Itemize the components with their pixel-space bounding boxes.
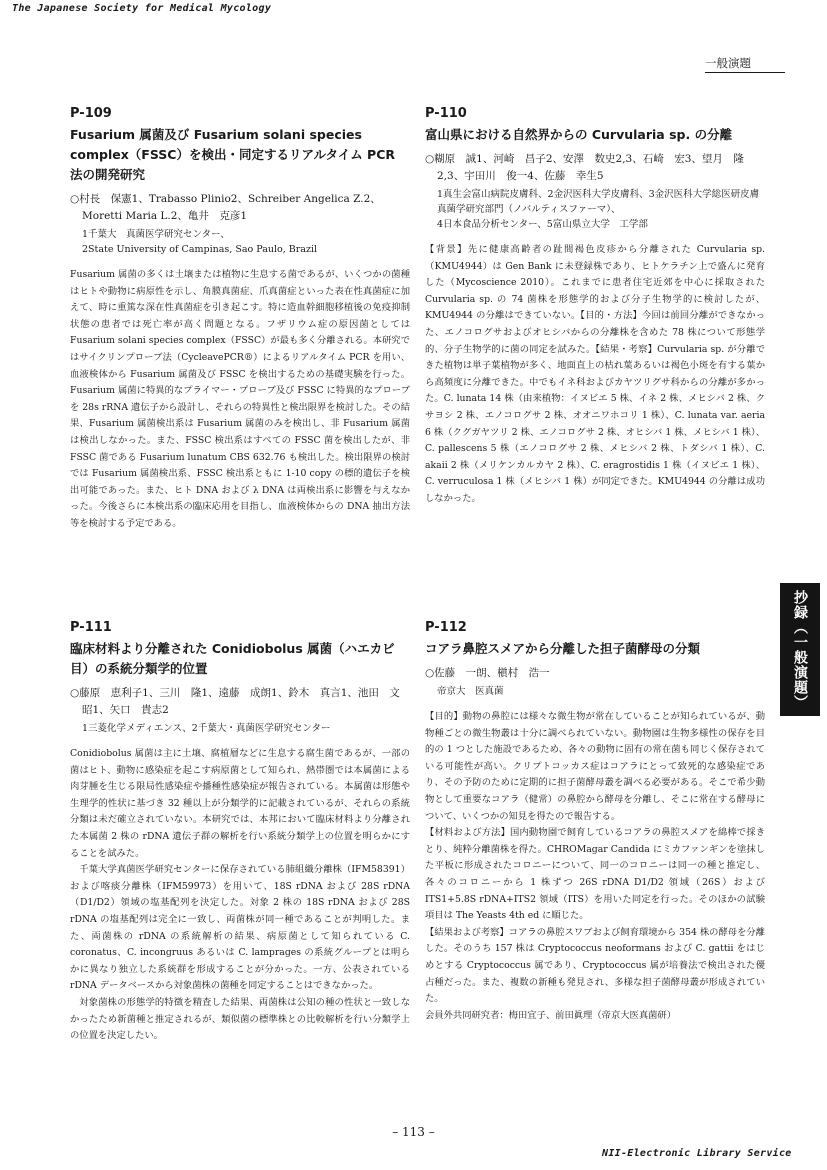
body-paragraph: 【背景】先に健康高齢者の趾間褐色皮疹から分離された Curvularia sp.（KMU4944）は Gen Bank に未登録株であり、ヒトケラチン上で盛んに発育した（Mycoscience 2010）。これまでに患者住宅近郊を中心に採取された Curvularia sp. の 74 菌株を形態学的および分子生物学的に検討したが、KMU4944 の分離はできていない。【目的・方法】今回は前回分離ができなかった、エノコログサおよびオヒシバからの分離株を含めた 78 株について形態学的、分子生物学的に菌の同定を試みた。【結果・考察】Curvularia sp. が分離できた植物は単子葉植物が多く、地面直上の枯れ葉あるいは褐色小斑を有する葉から高頻度に分離できた。中でもイネ科およびカヤツリグサ科からの分離が多かった。C. lunata 14 株（由来植物：イヌビエ 5 株、イネ 2 株、メヒシバ 2 株、クサヨシ 2 株、エノコログサ 2 株、オオニワホコリ 1 株）、C. lunata var. aeria 6 株（クグガヤツリ 2 株、エノコログサ 2 株、オヒシバ 1 株、メヒシバ 1 株）、C. pallescens 5 株（エノコログサ 2 株、メヒシバ 2 株、トダシバ 1 株）、C. akaii 2 株（メリケンカルカヤ 2 株）、C. eragrostidis 1 株（イヌビエ 1 株）、C. verruculosa 1 株（メヒシバ 1 株）が同定できた。KMU4944 の分離は成功しなかった。 — [425, 244, 765, 504]
abstract-authors: ○糊原 誠1、河崎 昌子2、安澤 数史2,3、石崎 宏3、望月 隆2,3、宇田川 俊一4、佐藤 幸生5 — [425, 153, 744, 182]
abstract-id: P-110 — [425, 106, 467, 121]
affiliation-line: 帝京大 医真菌 — [437, 686, 504, 697]
abstract-body — [425, 242, 765, 508]
affiliation-line: 1三菱化学メディエンス、2千葉大・真菌医学研究センター — [82, 723, 331, 734]
body-paragraph: 【結果および考察】コアラの鼻腔スワブおよび飼育環境から 354 株の酵母を分離した。そのうち 157 株は Cryptococcus neoformans および C. gattii をはじめとする Cryptococcus 属であり、Cryptococcus 属が培養法で検出された優占種だった。また、複数の新種も発見され、多様な担子菌酵母叢が形成されていた。 — [425, 926, 765, 1005]
abstract-authors: ○村長 保憲1、Trabasso Plinio2、Schreiber Angelica Z.2、Moretti Maria L.2、亀井 克彦1 — [70, 193, 381, 222]
abstract-id: P-112 — [425, 620, 467, 635]
body-paragraph: 【目的】動物の鼻腔には様々な微生物が常在していることが知られているが、動物種ごとの微生物叢は十分に調べられていない。動物園は生物多様性の保存を目的の 1 つとした施設であるため、各々の動物に固有の常在菌も同じく保存されている可能性が高い。クリプトコッカス症はコアラにとって致死的な感染症であり、その予防のために定期的に担子菌酵母叢を調べる必要がある。そこで希少動物として重要なコアラ（健常）の鼻腔から酵母を分離し、そこに常在する酵母について、いくつかの知見を得たので報告する。 — [425, 711, 765, 822]
body-paragraph: 会員外共同研究者：梅田宜子、前田眞理（帝京大医真菌研） — [425, 1009, 677, 1021]
body-paragraph: 【材料および方法】国内動物園で飼育しているコアラの鼻腔スメアを綿棒で採きとり、純粋分離菌株を得た。CHROMagar Candida にミカファンギンを塗抹した平板に形成されたコロニーについて、同一のコロニーは同一の種と推定し、各々のコロニーから 1 株ずつ 26S rDNA D1/D2 領域（26S）および ITS1+5.8S rDNA+ITS2 領域（ITS）を用いた同定を行った。そのほかの試験項目は The Yeasts 4th ed に順じた。 — [425, 827, 765, 922]
section-side-tab: 抄録（一般演題） — [780, 583, 820, 716]
abstract-authors: ○佐藤 一朗、槇村 浩一 — [425, 667, 550, 679]
page-number: – 113 – — [392, 1125, 435, 1139]
body-paragraph: Conidiobolus 属菌は主に土壌、腐植層などに生息する腐生菌であるが、一部の菌はヒト、動物に感染症を起こす病原菌として知られ、熱帯圏では本属菌による肉芽腫を生じる限局性感染症や播種性感染症が報告されている。本属菌は形態や生理学的性状に基づき 32 種以上が分類学的に記載されているが、それらの系統分類は未だ確立されていない。本研究では、本邦において臨床材料より分離された本属菌 2 株の rDNA 遺伝子群の解析を行い系統分類学上の位置を明らかにすることを試みた。 — [70, 748, 410, 859]
abstract-title: Fusarium 属菌及び Fusarium solani species complex（FSSC）を検出・同定するリアルタイム PCR 法の開発研究 — [70, 127, 396, 182]
abstract-authors: ○藤原 恵利子1、三川 隆1、遠藤 成朗1、鈴木 真言1、池田 文昭1、矢口 貴志2 — [70, 687, 400, 716]
abstract-p112 — [425, 620, 765, 1024]
abstract-affiliations — [82, 227, 410, 257]
abstract-id: P-111 — [70, 620, 112, 635]
abstract-body — [425, 709, 765, 1024]
abstract-p110 — [425, 106, 765, 508]
abstract-id: P-109 — [70, 106, 112, 121]
affiliation-line: 2State University of Campinas, Sao Paulo, Brazil — [82, 244, 318, 255]
body-paragraph: 対象菌株の形態学的特徴を精査した結果、両菌株は公知の種の性状と一致しなかったため新菌種と推定されるが、類似菌の標準株との比較解析を行い分類学上の位置を決定したい。 — [70, 996, 410, 1042]
journal-header: The Japanese Society for Medical Mycology — [12, 3, 272, 14]
affiliation-line: 1千葉大 真菌医学研究センター、 — [82, 229, 230, 240]
affiliation-line: 1真生会富山病院皮膚科、2金沢医科大学皮膚科、3金沢医科大学総医研皮膚真菌学研究部門（ノバルティスファーマ）、 — [437, 189, 760, 215]
body-paragraph: Fusarium 属菌の多くは土壌または植物に生息する菌であるが、いくつかの菌種はヒトや動物に病原性を示し、角膜真菌症、爪真菌症といった表在性真菌症に加えて、時に重篤な深在性真菌症を引き起こす。特に造血幹細胞移植後の免疫抑制状態の患者では死亡率が高く問題となる。フザリウム症の原因菌としては Fusarium solani species complex（FSSC）が最も多く分離される。本研究ではサイクリンプローブ法（CycleavePCR®）によるリアルタイム PCR を用い、血液検体から Fusarium 属菌及び FSSC を検出するための基礎実験を行った。Fusarium 属菌に特異的なプライマー・プローブ及び FSSC に特異的なプローブを 28s rRNA 遺伝子から設計し、それらの特異性と検出限界を検討した。その結果、Fusarium 属菌検出系は Fusarium 属菌のみを検出し、非 Fusarium 属菌は検出しなかった。また、FSSC 検出系はすべての FSSC 菌を検出したが、非 FSSC 菌である Fusarium lunatum CBS 632.76 も検出した。検出限界の検討では Fusarium 属菌検出系、FSSC 検出系ともに 1-10 copy の標的遺伝子を検出可能であった。また、ヒト DNA および λ DNA は両検出系に影響を与えなかった。今後さらに本検出系の臨床応用を目指し、血液検体からの DNA 抽出方法等を検討する予定である。 — [70, 269, 410, 529]
abstract-p111 — [70, 620, 410, 1045]
abstract-affiliations — [437, 684, 765, 699]
abstract-p109 — [70, 106, 410, 533]
abstract-affiliations — [437, 187, 765, 232]
affiliation-line: 4日本食品分析センター、5富山県立大学 工学部 — [437, 219, 648, 230]
abstract-affiliations — [82, 721, 410, 736]
abstract-title: 臨床材料より分離された Conidiobolus 属菌（ハエカビ目）の系統分類学的位置 — [70, 641, 395, 676]
abstract-body — [70, 746, 410, 1045]
library-service-footer: NII-Electronic Library Service — [602, 1148, 792, 1159]
abstract-title: 富山県における自然界からの Curvularia sp. の分離 — [425, 127, 733, 142]
section-label: 一般演題 — [705, 55, 785, 73]
abstract-title: コアラ鼻腔スメアから分離した担子菌酵母の分類 — [425, 641, 701, 656]
body-paragraph: 千葉大学真菌医学研究センターに保存されている肺組織分離株（IFM58391）および喀痰分離株（IFM59973）を用いて、18S rDNA および 28S rDNA（D1/D2）領域の塩基配列を決定した。対象 2 株の 18S rDNA および 28S rDNA の塩基配列は完全に一致し、両菌株が同一種であることが判明した。また、両菌株の rDNA の系統解析の結果、病原菌として知られている C. coronatus、C. incongruus あるいは C. lamprages の系統グループとは明らかに異なり独立した系統群を形成することが分かった。一方、公表されている rDNA データベースから対象菌株の菌種を同定することはできなかった。 — [70, 864, 410, 992]
abstract-body — [70, 267, 410, 533]
